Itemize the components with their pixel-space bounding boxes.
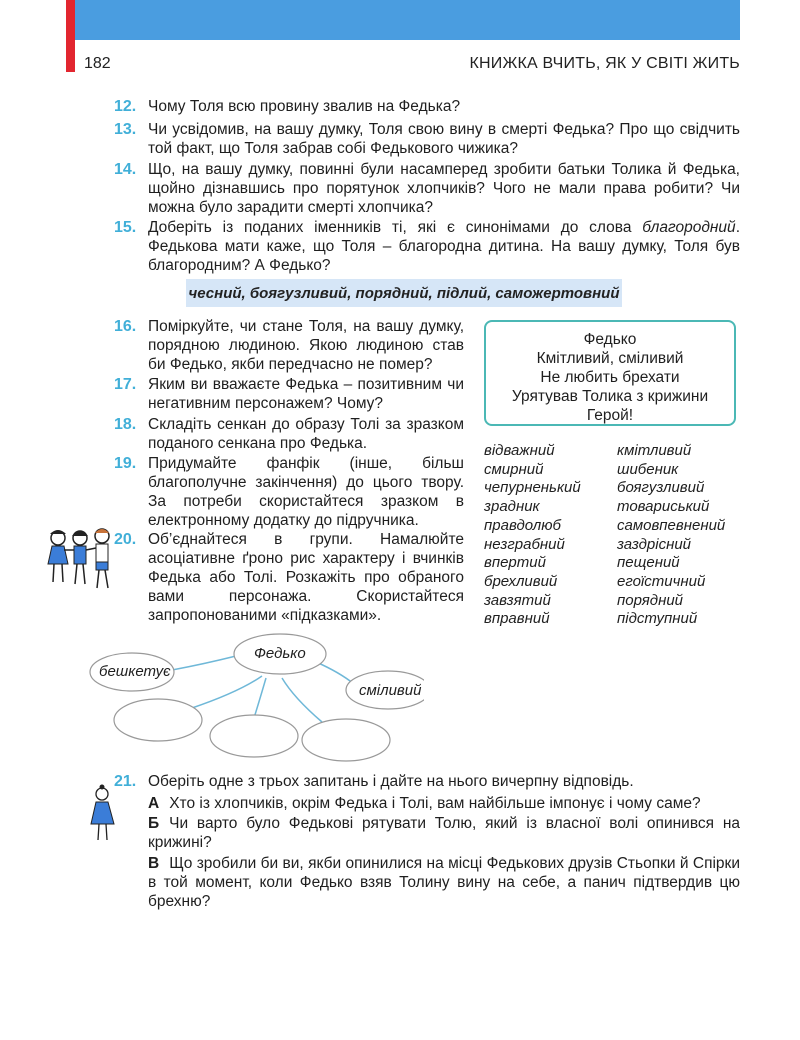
question-number: 15.: [114, 219, 137, 236]
question-15: [114, 218, 740, 275]
web-center-label: Федько: [254, 645, 306, 662]
senkan-line: Кмітливий, сміливий: [536, 350, 684, 367]
girl-illustration: [88, 784, 118, 844]
question-text: Поміркуйте, чи стане Толя, на вашу думку, порядною людиною. Якою людиною став би Федько, якби передчасно не помер?: [148, 318, 464, 373]
adjective-item: порядний: [617, 591, 684, 609]
question-text: Чи усвідомив, на вашу думку, Толя свою вину в смерті Федька? Про що свідчить той факт, що Толя забрав собі Федькового чижика?: [148, 121, 740, 157]
adjective-item: самовпевнений: [617, 516, 726, 534]
header-accent-strip: [66, 0, 75, 72]
question-text: Чому Толя всю провину звалив на Федька?: [148, 98, 461, 115]
senkan-line: Не любить брехати: [540, 369, 680, 386]
question-17: [114, 375, 464, 413]
question-number: 13.: [114, 121, 137, 138]
question-text: Оберіть одне з трьох запитань і дайте на нього вичерпну відповідь.: [148, 773, 634, 790]
adjective-item: вправний: [484, 610, 550, 628]
adjective-item: впертий: [484, 554, 546, 572]
option-text: Що зробили би ви, якби опинилися на місці Федькових друзів Стьопки й Спірки в той момент, коли Федько взяв Толину вину на себе, а панич підтвердив цю брехню?: [148, 855, 740, 910]
adjective-item: товариський: [617, 498, 710, 516]
question-number: 21.: [114, 773, 137, 790]
adjective-item: боягузливий: [617, 479, 705, 497]
question-18: [114, 415, 464, 453]
question-14: [114, 160, 740, 217]
synonym-word-bar: чесний, боягузливий, порядний, підлий, саможертовний: [186, 279, 622, 307]
adjective-item: брехливий: [484, 572, 558, 590]
option-b: [148, 814, 740, 852]
adjective-item: шибеник: [617, 460, 679, 478]
question-21: [114, 772, 740, 791]
adjective-item: пещений: [617, 554, 680, 572]
question-number: 20.: [114, 531, 137, 548]
adjective-item: підступний: [617, 610, 698, 628]
page-number: 182: [84, 55, 111, 72]
question-number: 18.: [114, 416, 137, 433]
option-letter: В: [148, 855, 160, 872]
senkan-line: Герой!: [586, 407, 634, 424]
question-number: 17.: [114, 376, 137, 393]
adjective-item: зрадник: [484, 498, 540, 516]
question-text: Яким ви вважаєте Федька – позитивним чи негативним персонажем? Чому?: [148, 376, 464, 412]
senkan-line: Федько: [583, 331, 637, 348]
question-text: Що, на вашу думку, повинні були насамперед зробити батьки Толика й Федька, щойно дізнавшись про порятунок хлопчиків? Чого не мали права робити? Чи можна було зарадити смерті хлопчика?: [148, 161, 740, 216]
question-19: [114, 454, 464, 530]
adjective-item: чепурненький: [484, 479, 581, 497]
adjective-item: кмітливий: [617, 442, 692, 459]
question-number: 19.: [114, 455, 137, 472]
question-text: Об’єднайтеся в групи. Намалюйте асоціативне ґроно рис характеру і вчинків Федька або Толі. Розкажіть про обраного вами персонажа. Скористайтеся запропонованими «підказками».: [148, 531, 464, 624]
adjective-item: незграбний: [484, 535, 565, 553]
web-right-label: сміливий: [359, 682, 422, 699]
question-number: 12.: [114, 98, 137, 115]
question-20: [114, 530, 464, 625]
option-text: Хто із хлопчиків, окрім Федька і Толі, вам найбільше імпонує і чому саме?: [169, 795, 701, 812]
question-16: [114, 317, 464, 374]
adjective-item: егоїстичний: [617, 572, 706, 590]
option-letter: Б: [148, 815, 160, 832]
question-text: Складіть сенкан до образу Толі за зразком поданого сенкана про Федька.: [148, 416, 464, 452]
adjective-item: правдолюб: [484, 516, 561, 534]
web-node-empty: [210, 715, 298, 757]
kids-group-illustration: [44, 526, 118, 592]
option-v: [148, 854, 740, 911]
web-node-empty: [114, 699, 202, 741]
adjective-item: смирний: [484, 460, 544, 478]
running-title: КНИЖКА ВЧИТЬ, ЯК У СВІТІ ЖИТЬ: [469, 55, 740, 72]
web-left-label: бешкетує: [99, 663, 171, 680]
option-a: [148, 794, 740, 813]
question-13: [114, 120, 740, 158]
adjective-list-right: [617, 442, 725, 629]
option-letter: А: [148, 795, 160, 812]
senkan-sample-box: [484, 320, 736, 426]
question-12: [114, 97, 740, 116]
adjective-item: заздрісний: [617, 535, 692, 553]
senkan-line: Урятував Толика з крижини: [511, 388, 709, 405]
question-text: Придумайте фанфік (інше, більш благополучне закінчення) до цього твору. За потреби скористайтеся зразком в електронному додатку до підручника.: [148, 455, 464, 529]
adjective-item: відважний: [484, 442, 555, 459]
question-number: 14.: [114, 161, 137, 178]
header-bar: [74, 0, 740, 40]
adjective-item: завзятий: [484, 591, 551, 609]
option-text: Чи варто було Федькові рятувати Толю, який із власної волі опинився на крижині?: [148, 815, 740, 851]
web-node-empty: [302, 719, 390, 761]
question-number: 16.: [114, 318, 137, 335]
question-text: Доберіть із поданих іменників ті, які є синонімами до слова благородний. Федькова мати каже, що Толя – благородна дитина. На вашу думку, Толя був благородним? А Федько?: [148, 219, 740, 274]
adjective-list-left: [484, 442, 581, 629]
